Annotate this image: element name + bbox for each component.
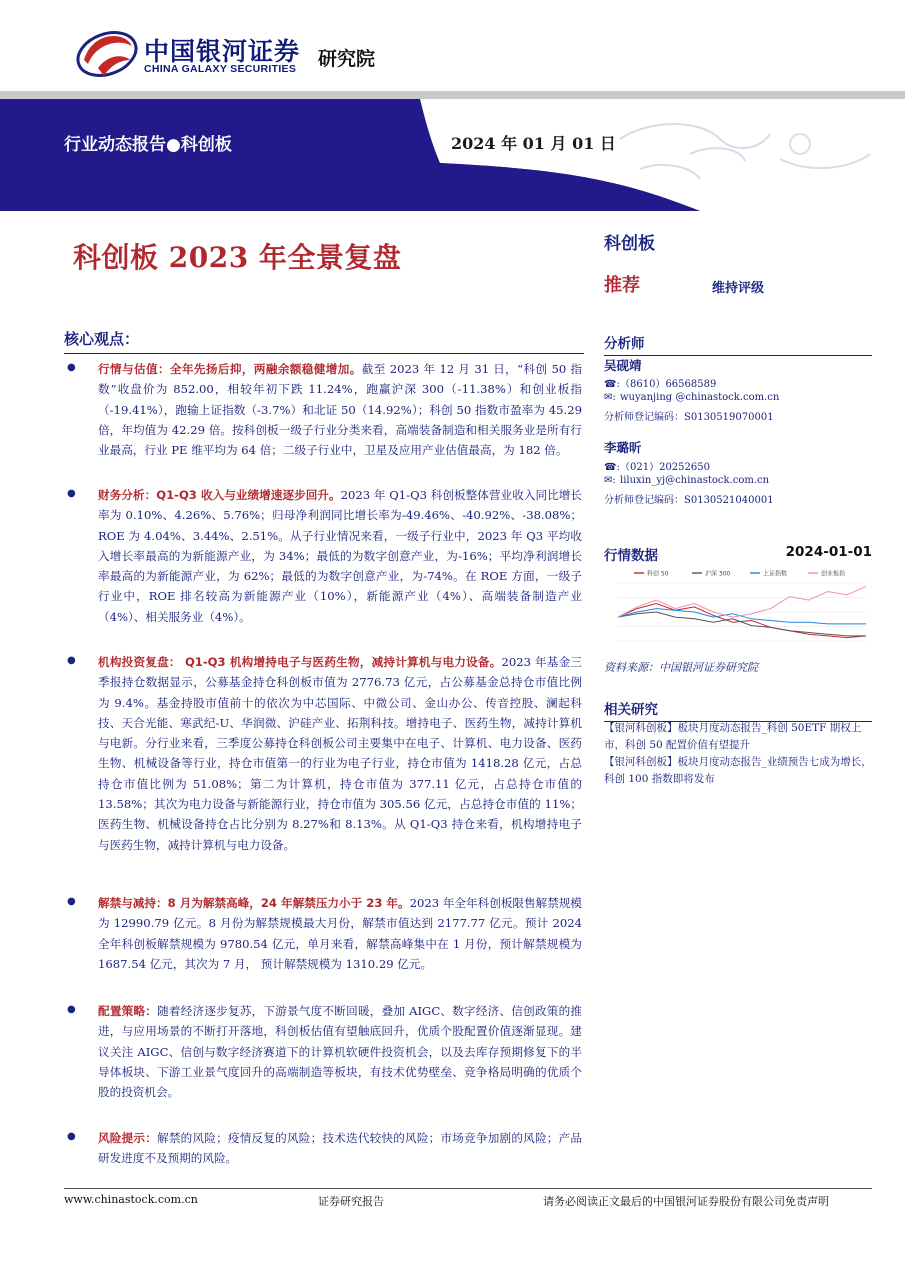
- legend-label: 沪深 300: [705, 570, 731, 578]
- core-point-body: 2023 年基金三季报持仓数据显示，公募基金持仓科创板市值为 2776.73 亿元，占公募基金总持仓市值比例为 9.4%。基金持股市值前十的依次为中芯国际、中微公司、金山办公、传音控股、澜起科技、天合光能、寒武纪-U、华润微、沪硅产业、拓荆科技。增持电子、医药生物，减持计算机与电新。分行业来看，三季度公募持仓科创板公司主要集中在电子、计算机、电力设备、医药生物、机械设备等行业，持仓市值第一的行业为电子行业，持仓市值为 1418.28 亿元，占总持仓市值比例为 51.08%；第二为计算机，持仓市值为 377.11 亿元，占总持仓市值的 13.58%；其次为电力设备与新能源行业，持仓市值为 305.56 亿元，占总持仓市值的 11%；医药生物、机械设备持仓占比分别为 8.27%和 8.13%。从 Q1-Q3 持仓来看，机构增持电子与医药生物，减持计算机与电力设备。: [98, 655, 582, 852]
- core-point-body: 2023 年 Q1-Q3 科创板整体营业收入同比增长率为 0.10%、4.26%、5.76%；归母净利润同比增长率为-49.46%、-40.92%、-38.08%； ROE 为 4.04%、3.44%、2.51%。从子行业情况来看，一级子行业中，2023 年 Q3 平均收入增长率最高的为新能源产业，为 34%；最低的为数字创意产业，为-16%；平均净利润增长率最高的为新能源产业，为 62%；最低的为数字创意产业，为-74%。在 ROE 方面，一级子行业中，ROE 排名较高为新能源产业（10%），新能源产业（4%）、高端装备制造产业（4%）、相关服务业（4%）。: [98, 488, 582, 624]
- report-date: 2024 年 01 月 01 日: [451, 134, 616, 153]
- core-point-highlight: 风险提示：: [98, 1131, 158, 1145]
- phone-icon: ☎:: [604, 379, 620, 390]
- mail-icon: ✉:: [604, 392, 616, 403]
- header-divider: [0, 91, 905, 99]
- core-point-highlight: 配置策略：: [98, 1004, 158, 1018]
- phone-icon: ☎:: [604, 462, 620, 473]
- core-point: [98, 359, 582, 460]
- analyst-name: 李璐昕: [604, 440, 642, 455]
- footer-disclaimer: 请务必阅读正文最后的中国银河证券股份有限公司免责声明: [543, 1195, 829, 1208]
- core-point-highlight: 行情与估值：全年先扬后抑，两融余额稳健增加。: [98, 362, 362, 376]
- analyst-email[interactable]: [604, 475, 769, 486]
- analyst-email-text[interactable]: wuyanjing @chinastock.com.cn: [620, 392, 780, 403]
- core-views-heading: 核心观点：: [64, 328, 584, 354]
- related-research-heading: 相关研究: [604, 698, 872, 722]
- bullet-icon: ●: [67, 488, 76, 499]
- banner-decoration: [0, 99, 905, 211]
- market-data-label: 行情数据: [604, 548, 658, 564]
- legend-label: 科创 50: [647, 570, 669, 578]
- core-point: [98, 652, 582, 855]
- brand-name-cn: 中国银河证券: [144, 37, 301, 66]
- related-research-item[interactable]: 【银河科创板】板块月度动态报告_科创 50ETF 期权上市，科创 50 配置价值有望提升: [604, 722, 862, 751]
- core-point-body: 2023 年全年科创板限售解禁规模为 12990.79 亿元。8 月份为解禁规模最大月份，解禁市值达到 2177.77 亿元。预计 2024 全年科创板解禁规模为 9780.54 亿元，单月来看，解禁高峰集中在 1 月份，预计解禁规模为 1687.54 亿元，其次为 7 月， 预计解禁规模为 1310.29 亿元。: [98, 896, 582, 971]
- related-research-item[interactable]: 【银河科创板】板块月度动态报告_业绩预告七成为增长，科创 100 指数即将发布: [604, 756, 872, 785]
- bullet-icon: ●: [67, 896, 76, 907]
- footer-divider: [64, 1188, 872, 1189]
- footer-center: 证券研究报告: [318, 1195, 384, 1208]
- core-point: [98, 893, 582, 974]
- footer-url[interactable]: www.chinastock.com.cn: [64, 1193, 198, 1206]
- analyst-email-text[interactable]: liluxin_yj@chinastock.com.cn: [620, 475, 770, 486]
- core-point-body: 解禁的风险；疫情反复的风险；技术迭代较快的风险；市场竞争加剧的风险；产品研发进度不及预期的风险。: [98, 1131, 582, 1166]
- market-data-date: 2024-01-01: [785, 544, 872, 560]
- analyst-phone-text: （021）20252650: [620, 462, 710, 473]
- analyst-phone: [604, 458, 710, 473]
- bullet-icon: ●: [67, 362, 76, 373]
- institute-name: 研究院: [318, 48, 376, 70]
- market-chart: [604, 567, 872, 655]
- bullet-icon: ●: [67, 655, 76, 666]
- core-point: [98, 485, 582, 627]
- legend-label: 上证指数: [763, 570, 788, 578]
- core-point-body: 截至 2023 年 12 月 31 日，“科创 50 指数”收盘价为 852.00，相较年初下跌 11.24%，跑赢沪深 300（-11.38%）和创业板指（-19.41%），跑输上证指数（-3.7%）和北证 50（14.92%）；科创 50 指数市盈率为 45.29 倍，年均值为 42.29 倍。按科创板一级子行业分类来看，高端装备制造和相关服务业是所有行业最高，行业 PE 维平均为 64 倍；二级子行业中，卫星及应用产业估值最高，为 182 倍。: [98, 362, 582, 458]
- core-point-highlight: 财务分析：Q1-Q3 收入与业绩增速逐步回升。: [98, 488, 341, 502]
- mail-icon: ✉:: [604, 475, 616, 486]
- analyst-phone-text: （8610）66568589: [620, 379, 717, 390]
- legend-label: 创业板指: [821, 570, 846, 578]
- market-data-heading: [604, 544, 872, 568]
- analyst-reg: 分析师登记编码：S0130521040001: [604, 495, 774, 506]
- report-title: 科创板 2023 年全景复盘: [73, 241, 402, 274]
- report-banner: [0, 99, 905, 211]
- core-point-highlight: 解禁与减持：8 月为解禁高峰，24 年解禁压力小于 23 年。: [98, 896, 410, 910]
- china-galaxy-logo: [74, 24, 140, 80]
- core-point-highlight: 机构投资复盘： Q1-Q3 机构增持电子与医药生物，减持计算机与电力设备。: [98, 655, 502, 669]
- rating: 推荐: [604, 275, 640, 296]
- bullet-icon: ●: [67, 1004, 76, 1015]
- core-point: [98, 1128, 582, 1169]
- core-point: [98, 1001, 582, 1102]
- analyst-heading: 分析师: [604, 332, 872, 356]
- analyst-email[interactable]: [604, 392, 779, 403]
- analyst-reg: 分析师登记编码：S0130519070001: [604, 412, 774, 423]
- core-point-body: 随着经济逐步复苏，下游景气度不断回暖，叠加 AIGC、数字经济、信创政策的推进，与应用场景的不断打开落地，科创板估值有望触底回升，优质个股配置价值逐渐显现。建议关注 AIGC、信创与数字经济赛道下的计算机软硬件投资机会，以及去库存预期修复下的半导体板块、下游工业景气度回升的高端制造等板块，有技术优势壁垒、竞争格局明确的优质个股的投资机会。: [98, 1004, 582, 1100]
- bullet-icon: ●: [67, 1131, 76, 1142]
- chart-source: 资料来源：中国银河证券研究院: [604, 661, 758, 674]
- analyst-name: 吴砚靖: [604, 358, 642, 373]
- analyst-phone: [604, 375, 716, 390]
- sector-name: 科创板: [604, 234, 655, 254]
- rating-note: 维持评级: [712, 281, 765, 296]
- brand-name-en: CHINA GALAXY SECURITIES: [144, 63, 297, 75]
- report-type: 行业动态报告●科创板: [64, 135, 232, 155]
